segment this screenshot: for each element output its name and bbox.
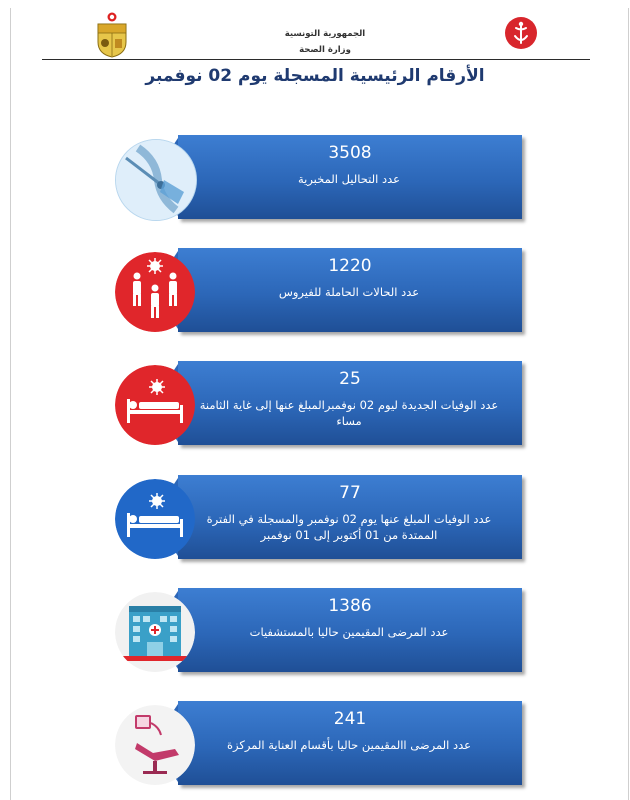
stat-value: 25 — [339, 369, 361, 389]
tunisia-coat-of-arms-icon — [92, 12, 132, 58]
stat-value: 1386 — [328, 596, 372, 616]
infected-people-icon — [115, 252, 195, 332]
header-divider — [42, 59, 590, 60]
swab-test-icon — [115, 139, 197, 221]
hospital-icon — [115, 592, 195, 672]
stat-label: عدد الوفيات المبلغ عنها يوم 02 نوفمبر والمسجلة في الفترة الممتدة من 01 أكتوبر إلى 01 نوفمبر — [206, 512, 492, 542]
ministry-logo-icon — [504, 16, 538, 50]
stat-value: 241 — [333, 709, 367, 729]
stat-row-tests — [0, 133, 630, 223]
header-text — [235, 26, 415, 58]
stat-row-hospitalized — [0, 586, 630, 676]
stat-label: عدد الحالات الحاملة للفيروس — [278, 285, 420, 299]
ministry-name: وزارة الصحة — [299, 45, 351, 55]
icu-bed-icon — [115, 705, 195, 785]
stat-value: 3508 — [328, 143, 372, 163]
stat-row-new-deaths — [0, 359, 630, 449]
patient-bed-red-icon — [115, 365, 195, 445]
stat-label: عدد المرضى المقيمين حاليا بالمستشفيات — [249, 625, 449, 639]
stat-row-reported-deaths — [0, 473, 630, 563]
stat-row-cases — [0, 246, 630, 336]
stat-row-icu — [0, 699, 630, 789]
stat-label: عدد الوفيات الجديدة ليوم 02 نوفمبرالمبلغ عنها إلى غاية الثامنة مساء — [199, 398, 499, 428]
republic-name: الجمهورية التونسية — [284, 29, 366, 39]
stat-label: عدد المرضى االمقيمين حاليا بأقسام العناية المركزة — [227, 738, 471, 752]
stat-value: 1220 — [328, 256, 372, 276]
stat-value: 77 — [339, 483, 361, 503]
stat-label: عدد التحاليل المخبرية — [297, 172, 401, 186]
patient-bed-blue-icon — [115, 479, 195, 559]
page-title: الأرقام الرئيسية المسجلة يوم 02 نوفمبر — [145, 66, 485, 86]
